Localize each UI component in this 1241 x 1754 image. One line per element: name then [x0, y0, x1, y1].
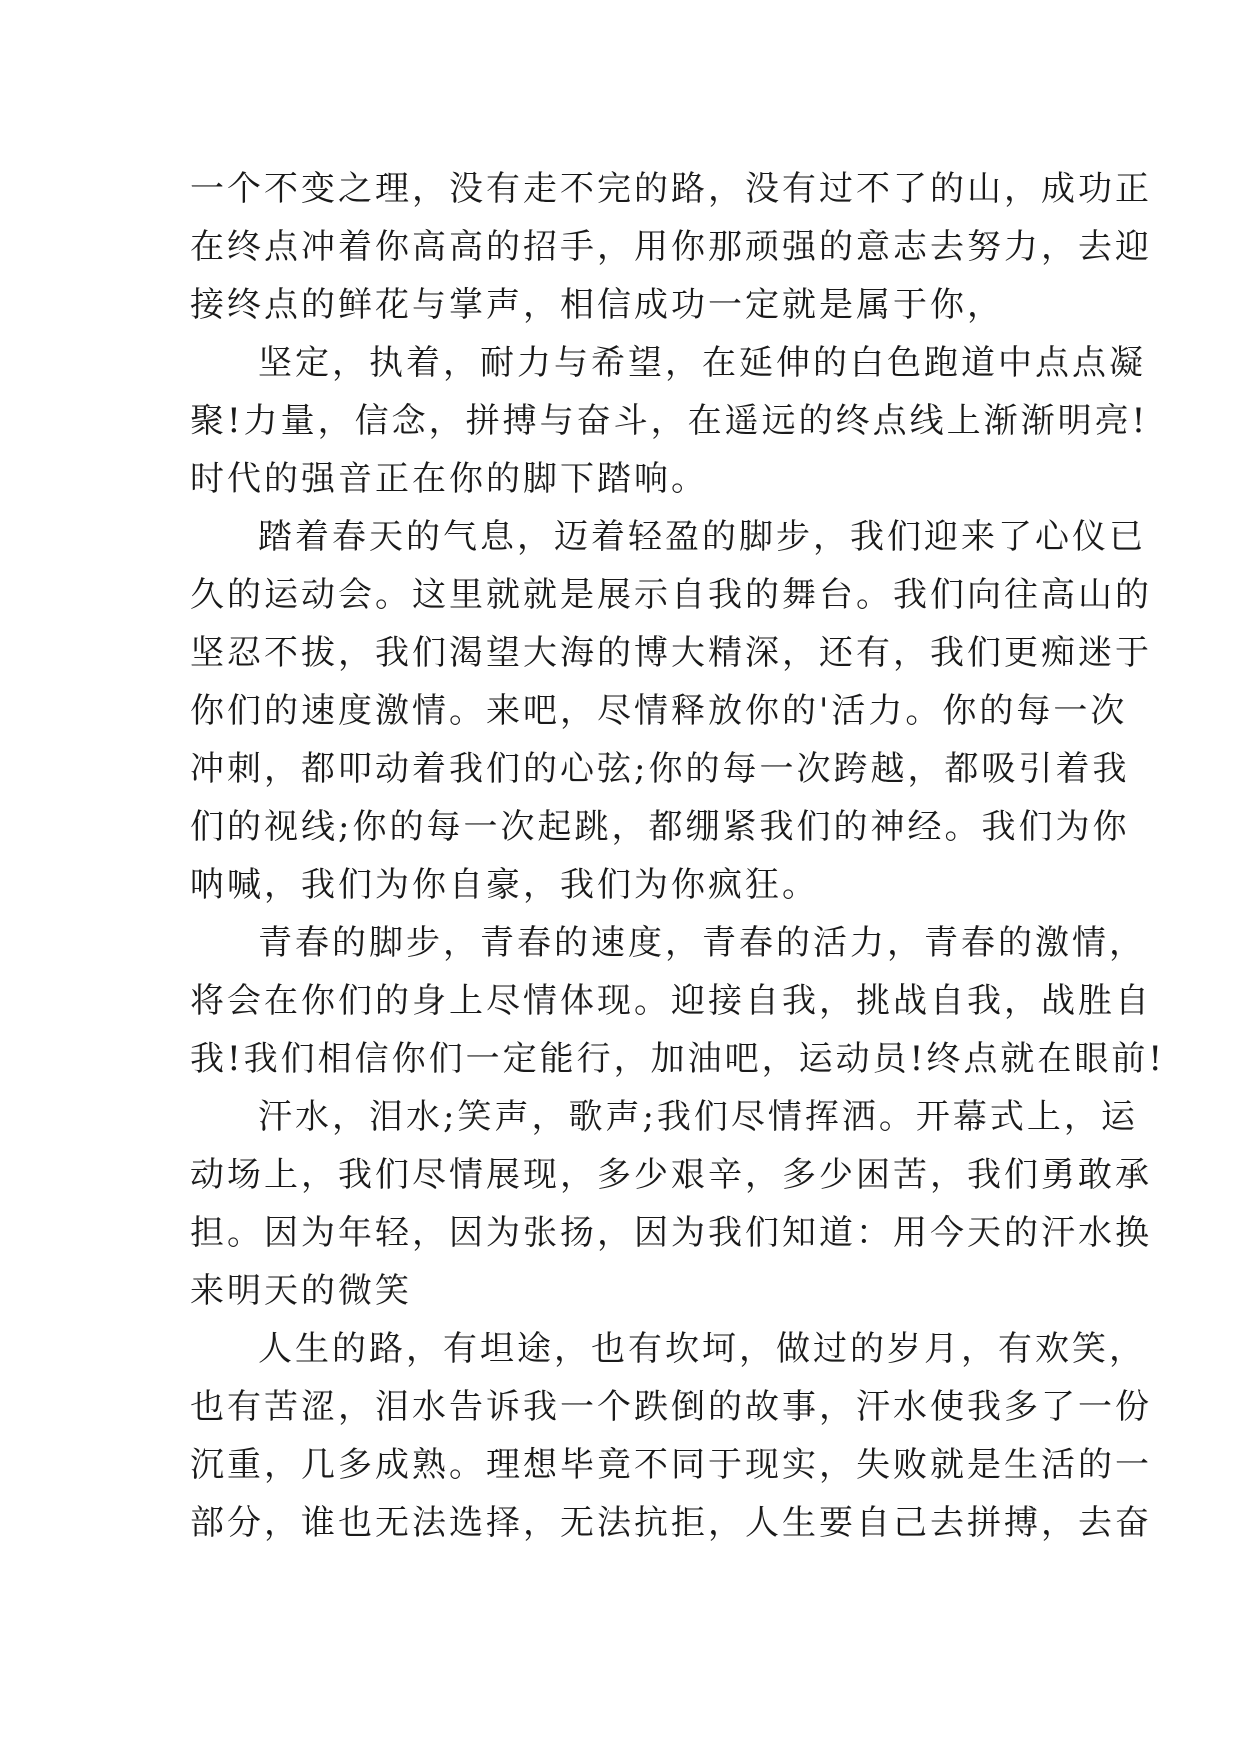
- paragraph-start-line: 人生的路，有坦途，也有坎坷，做过的岁月，有欢笑，: [258, 1329, 1146, 1369]
- text-line: 将会在你们的身上尽情体现。迎接自我，挑战自我，战胜自: [190, 981, 1152, 1021]
- text-line: 聚!力量，信念，拼搏与奋斗，在遥远的终点线上渐渐明亮!: [190, 401, 1149, 441]
- text-line: 部分，谁也无法选择，无法抗拒，人生要自己去拼搏，去奋: [190, 1503, 1152, 1543]
- text-line: 呐喊，我们为你自豪，我们为你疯狂。: [190, 865, 819, 905]
- text-line: 接终点的鲜花与掌声，相信成功一定就是属于你，: [190, 285, 1004, 325]
- text-line: 沉重，几多成熟。理想毕竟不同于现实，失败就是生活的一: [190, 1445, 1152, 1485]
- paragraph-start-line: 踏着春天的气息，迈着轻盈的脚步，我们迎来了心仪已: [258, 517, 1146, 557]
- text-line: 冲刺，都叩动着我们的心弦;你的每一次跨越，都吸引着我: [190, 749, 1130, 789]
- text-line: 动场上，我们尽情展现，多少艰辛，多少困苦，我们勇敢承: [190, 1155, 1152, 1195]
- text-line: 坚忍不拔，我们渴望大海的博大精深，还有，我们更痴迷于: [190, 633, 1152, 673]
- paragraph-start-line: 坚定，执着，耐力与希望，在延伸的白色跑道中点点凝: [258, 343, 1146, 383]
- text-line: 也有苦涩，泪水告诉我一个跌倒的故事，汗水使我多了一份: [190, 1387, 1152, 1427]
- text-line: 们的视线;你的每一次起跳，都绷紧我们的神经。我们为你: [190, 807, 1130, 847]
- text-line: 我!我们相信你们一定能行，加油吧，运动员!终点就在眼前!: [190, 1039, 1165, 1079]
- text-line: 久的运动会。这里就就是展示自我的舞台。我们向往高山的: [190, 575, 1152, 615]
- text-line: 你们的速度激情。来吧，尽情释放你的'活力。你的每一次: [190, 691, 1128, 731]
- paragraph-start-line: 青春的脚步，青春的速度，青春的活力，青春的激情，: [258, 923, 1146, 963]
- text-line: 一个不变之理，没有走不完的路，没有过不了的山，成功正: [190, 169, 1152, 209]
- text-line: 在终点冲着你高高的招手，用你那顽强的意志去努力，去迎: [190, 227, 1152, 267]
- text-line: 时代的强音正在你的脚下踏响。: [190, 459, 708, 499]
- paragraph-start-line: 汗水，泪水;笑声，歌声;我们尽情挥洒。开幕式上，运: [258, 1097, 1138, 1137]
- body-text: [190, 160, 1165, 1552]
- text-line: 来明天的微笑: [190, 1271, 412, 1311]
- text-line: 担。因为年轻，因为张扬，因为我们知道：用今天的汗水换: [190, 1213, 1152, 1253]
